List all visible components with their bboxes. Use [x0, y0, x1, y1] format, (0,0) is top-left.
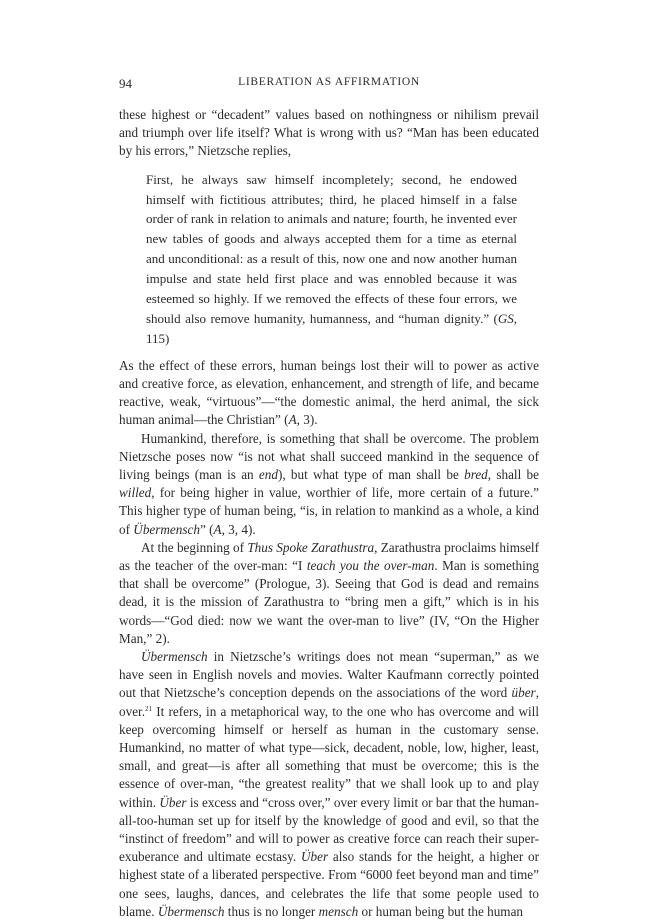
page-number: 94	[119, 76, 132, 91]
running-title: LIBERATION AS AFFIRMATION	[238, 76, 420, 88]
text-run: , 3, 4).	[221, 521, 256, 537]
italic-text: mensch	[318, 903, 359, 919]
text-run: in Nietzsche’s writings does not mean “superman,” as we have seen in English novels and movies. Walter Kaufmann correctly pointed out that Nietzsche’s conception depends on the associations of the word	[119, 649, 539, 701]
italic-text: bred	[464, 466, 488, 482]
italic-text: A	[288, 412, 297, 428]
italic-text: GS	[497, 310, 514, 326]
italic-text: A	[213, 521, 222, 537]
text-run: , over.	[119, 685, 539, 719]
paragraph	[119, 106, 539, 161]
italic-text: end	[258, 466, 278, 482]
body-text	[119, 106, 539, 921]
block-quote	[146, 170, 517, 349]
text-run: also stands for the height, a higher or highest state of a liberated perspective. From “6000 feet beyond man and time” one sees, laughs, dances, and celebrates the life that some people used to blame.	[119, 849, 539, 919]
text-run: or human being but the human	[358, 903, 524, 919]
italic-text: Übermensch	[133, 521, 200, 537]
text-run: , shall be	[487, 466, 539, 482]
text-run: Humankind, therefore, is something that shall be overcome. The problem Nietzsche poses now “is not what shall succeed mankind in the sequence of living beings (man is an	[119, 430, 539, 482]
italic-text: über	[511, 685, 536, 701]
running-head	[119, 76, 539, 92]
italic-text: Übermensch	[141, 649, 208, 665]
text-run: ), but what type of man shall be	[277, 466, 465, 482]
text-run: It refers, in a metaphorical way, to the one who has overcome and will keep overcoming himself or herself as human in the customary sense. Humankind, no matter of what type—sick, decadent, noble, low, higher, least, small, and great—is after all something that must be overcome; this is the essence of over-man, “the greatest reality” that we shall look up to and play within.	[119, 703, 539, 810]
italic-text: teach you the over-man	[306, 558, 435, 573]
text-run: , Zarathustra proclaims himself as the teacher of the over-man: “I	[119, 539, 539, 573]
paragraph	[119, 430, 539, 539]
footnote-ref: 21	[145, 704, 153, 713]
quote-paragraph	[146, 170, 517, 349]
text-run: At the beginning of	[141, 539, 248, 555]
italic-text: Thus Spoke Zarathustra	[247, 539, 375, 555]
text-run: thus is no longer	[224, 903, 319, 919]
text-run: As the effect of these errors, human beings lost their will to power as active and creative force, as elevation, enhancement, and strength of life, and became reactive, weak, “virtuous”—“the domestic animal, the herd animal, the sick human animal—the Christian” (	[119, 357, 539, 428]
paragraph	[119, 539, 539, 648]
text-run: , 115)	[146, 310, 517, 346]
text-run: . Man is something that shall be overcome” (Prologue, 3). Seeing that God is dead and remains dead, it is the mission of Zarathustra to “bring men a gift,” which is in his words—“God died: now we want the over-man to live” (IV, “On the Higher Man,” 2).	[119, 558, 539, 646]
text-run: is excess and “cross over,” over every limit or bar that the human-all-too-human set up for itself by the knowledge of good and evil, so that the “instinct of freedom” and will to power as creative force can reach their super-exuberance and ultimate ecstasy.	[119, 794, 539, 865]
text-run: , for being higher in value, worthier of life, more certain of a future.” This higher type of human being, “is, in relation to mankind as a whole, a kind of	[119, 485, 539, 537]
italic-text: Übermensch	[157, 903, 225, 919]
paragraph	[119, 357, 539, 430]
italic-text: Über	[159, 794, 187, 810]
text-run: ” (	[199, 521, 214, 537]
text-run: these highest or “decadent” values based on nothingness or nihilism prevail and triumph over life itself? What is wrong with us? “Man has been educated by his errors,” Nietzsche replies,	[119, 107, 539, 159]
italic-text: willed	[119, 485, 152, 501]
text-run: , 3).	[296, 412, 318, 428]
italic-text: Über	[301, 849, 329, 865]
paragraph	[119, 648, 539, 921]
text-run: First, he always saw himself incompletely; second, he endowed himself with fictitious attributes; third, he placed himself in a false order of rank in relation to animals and nature; fourth, he invented ever new tables of goods and always accepted them for a time as eternal and unconditional: as a result of this, now one and now another human impulse and state held first place and was ennobled because it was esteemed so highly. If we removed the effects of these four errors, we should also remove humanity, humanness, and “human dignity.” (	[146, 171, 517, 326]
